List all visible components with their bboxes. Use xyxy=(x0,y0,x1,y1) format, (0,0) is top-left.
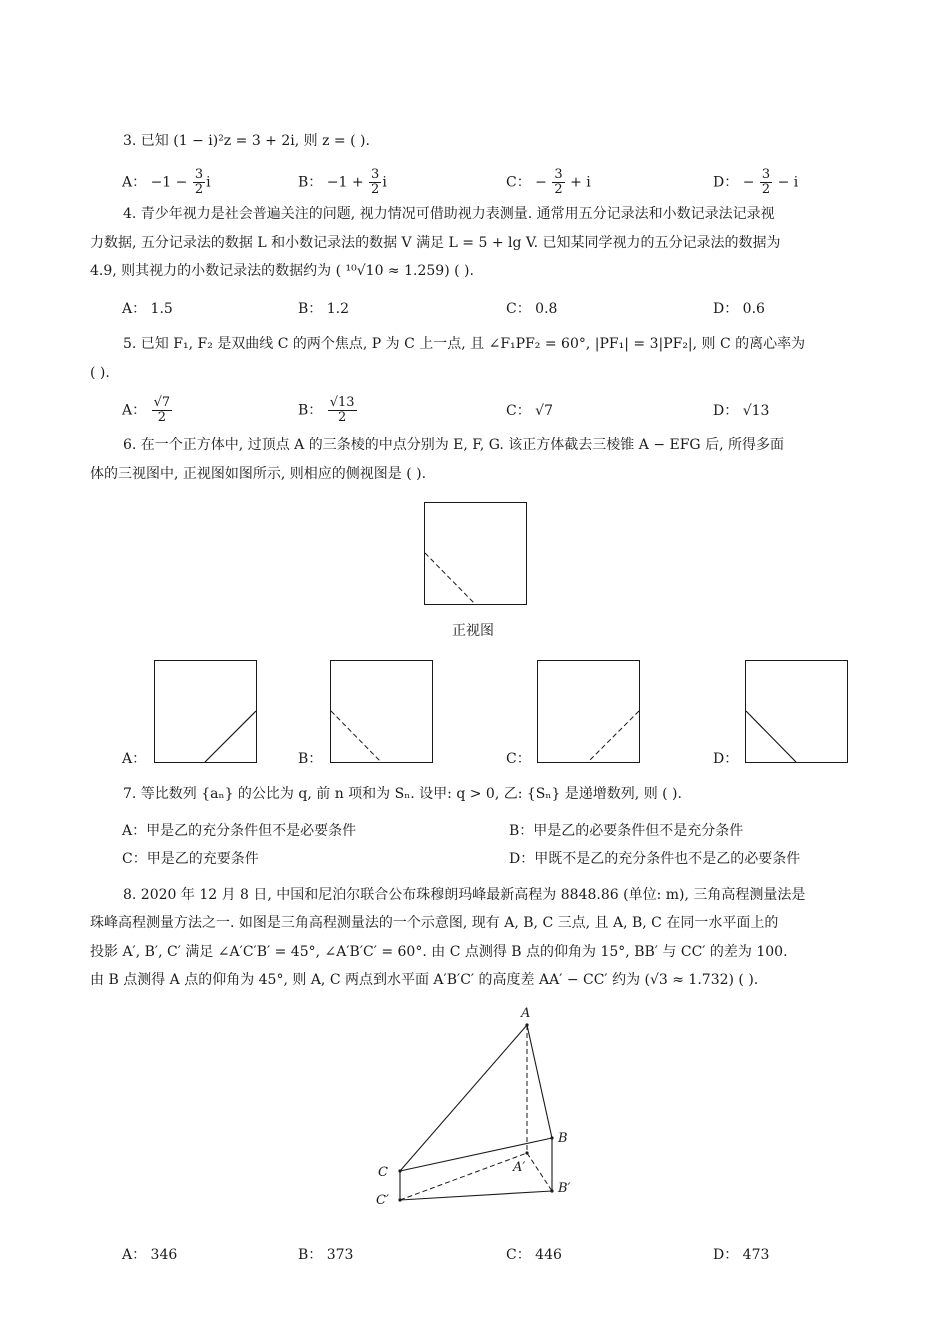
q8-option-d[interactable]: D： 473 xyxy=(713,1247,770,1263)
label-b1: B′ xyxy=(558,1181,571,1196)
front-view-figure xyxy=(424,502,528,606)
q4-option-d[interactable]: D： 0.6 xyxy=(713,301,765,317)
fraction: $\frac{√7}{2}$ xyxy=(153,395,171,425)
q7-option-c[interactable]: C：甲是乙的充要条件 xyxy=(122,851,259,867)
option-value: √13 xyxy=(742,403,770,419)
edge-c1b1 xyxy=(400,1191,552,1200)
q8-option-b[interactable]: B： 373 xyxy=(298,1247,354,1263)
fraction: $\frac{3}{2}$ xyxy=(194,167,204,197)
q5-option-a[interactable] xyxy=(122,396,173,425)
solid-edge xyxy=(205,711,256,762)
option-suffix: i xyxy=(206,174,211,191)
q7-option-d[interactable]: D：甲既不是乙的充分条件也不是乙的必要条件 xyxy=(509,851,801,867)
option-value: √7 xyxy=(535,403,553,419)
point-a xyxy=(525,1023,528,1026)
option-label: C： xyxy=(506,174,531,191)
option-label: B： xyxy=(298,402,323,419)
q4-line-2: 力数据, 五分记录法的数据 L 和小数记录法的数据 V 满足 L = 5 + lg V. 已知某同学视力的五分记录法的数据为 xyxy=(90,235,781,251)
point-c xyxy=(398,1169,401,1172)
option-suffix: + i xyxy=(565,174,591,191)
q5-option-d[interactable] xyxy=(713,401,769,421)
option-label: A： xyxy=(122,402,147,419)
square-outline xyxy=(155,661,257,763)
q4-line-1: 4. 青少年视力是社会普遍关注的问题, 视力情况可借助视力表测量. 通常用五分记录法和小数记录法记录视 xyxy=(123,206,775,222)
q6-option-d-label[interactable]: D： xyxy=(713,751,739,767)
option-label: B： xyxy=(298,174,323,191)
fraction: $\frac{√13}{2}$ xyxy=(329,395,355,425)
q4-option-b[interactable]: B： 1.2 xyxy=(298,301,350,317)
edge-c1a1 xyxy=(400,1153,527,1200)
option-prefix: − xyxy=(742,174,759,191)
square-outline xyxy=(538,661,640,763)
q6-line-2: 体的三视图中, 正视图如图所示, 则相应的侧视图是 ( ). xyxy=(90,466,427,482)
q5-option-b[interactable] xyxy=(298,396,358,425)
dashed-edge xyxy=(331,711,381,762)
q6-option-b-label[interactable]: B： xyxy=(298,751,323,767)
point-b xyxy=(550,1136,553,1139)
q6-option-a-label[interactable]: A： xyxy=(122,751,147,767)
q3-option-a[interactable] xyxy=(122,168,211,197)
q4-line-3: 4.9, 则其视力的小数记录法的数据约为 ( ¹⁰√10 ≈ 1.259) ( ). xyxy=(90,263,474,279)
q7-option-a[interactable]: A：甲是乙的充分条件但不是必要条件 xyxy=(122,823,357,839)
q6-line-1: 6. 在一个正方体中, 过顶点 A 的三条棱的中点分别为 E, F, G. 该正方体截去三棱锥 A − EFG 后, 所得多面 xyxy=(123,437,784,453)
q6-option-d-figure[interactable] xyxy=(745,660,849,764)
label-b: B xyxy=(558,1131,568,1146)
edge-cb xyxy=(400,1138,552,1171)
option-label: D： xyxy=(713,174,739,191)
q3-option-d[interactable] xyxy=(713,168,798,197)
label-a: A xyxy=(521,1006,531,1021)
front-view-caption: 正视图 xyxy=(452,623,494,639)
q3-option-c[interactable] xyxy=(506,168,591,197)
q5-line-1: 5. 已知 F₁, F₂ 是双曲线 C 的两个焦点, P 为 C 上一点, 且 ∠F₁PF₂ = 60°, |PF₁| = 3|PF₂|, 则 C 的离心率为 xyxy=(123,336,806,352)
label-a1: A′ xyxy=(513,1160,526,1175)
q8-line-3: 投影 A′, B′, C′ 满足 ∠A′C′B′ = 45°, ∠A′B′C′ = 60°. 由 C 点测得 B 点的仰角为 15°, BB′ 与 CC′ 的差为 100. xyxy=(90,944,788,960)
q4-option-c[interactable]: C： 0.8 xyxy=(506,301,558,317)
option-prefix: −1 − xyxy=(150,174,192,191)
q7-stem: 7. 等比数列 {aₙ} 的公比为 q, 前 n 项和为 Sₙ. 设甲: q > 0, 乙: {Sₙ} 是递增数列, 则 ( ). xyxy=(123,786,682,802)
q6-option-c-label[interactable]: C： xyxy=(506,751,531,767)
point-a1 xyxy=(525,1151,528,1154)
q4-option-a[interactable]: A： 1.5 xyxy=(122,301,173,317)
option-suffix: i xyxy=(382,174,387,191)
q3-stem: 3. 已知 (1 − i)²z = 3 + 2i, 则 z = ( ). xyxy=(123,133,370,149)
fraction: $\frac{3}{2}$ xyxy=(554,167,563,197)
point-b1 xyxy=(550,1189,553,1192)
edge-ab xyxy=(527,1025,552,1138)
dashed-edge xyxy=(588,711,639,762)
label-c1: C′ xyxy=(376,1193,389,1208)
q6-option-c-figure[interactable] xyxy=(537,660,641,764)
q8-option-a[interactable]: A： 346 xyxy=(122,1247,178,1263)
fraction: $\frac{3}{2}$ xyxy=(371,167,380,197)
label-c: C xyxy=(378,1165,388,1180)
option-prefix: −1 + xyxy=(326,174,369,191)
fraction: $\frac{3}{2}$ xyxy=(761,167,771,197)
square-outline xyxy=(425,503,527,605)
square-outline xyxy=(331,661,433,763)
dashed-edge xyxy=(425,553,475,604)
option-label: D： xyxy=(713,403,739,419)
edge-a1b1 xyxy=(527,1153,552,1191)
q8-option-c[interactable]: C： 446 xyxy=(506,1247,562,1263)
q8-line-2: 珠峰高程测量方法之一. 如图是三角高程测量法的一个示意图, 现有 A, B, C 三点, 且 A, B, C 在同一水平面上的 xyxy=(90,915,779,931)
option-prefix: − xyxy=(535,174,552,191)
triangulation-figure xyxy=(370,1000,590,1215)
option-label: A： xyxy=(122,174,147,191)
option-label: C： xyxy=(506,403,531,419)
solid-edge xyxy=(746,711,796,762)
q5-line-2: ( ). xyxy=(90,365,110,381)
square-outline xyxy=(746,661,848,763)
q8-line-1: 8. 2020 年 12 月 8 日, 中国和尼泊尔联合公布珠穆朗玛峰最新高程为 8848.86 (单位: m), 三角高程测量法是 xyxy=(123,887,806,903)
q7-option-b[interactable]: B：甲是乙的必要条件但不是充分条件 xyxy=(509,823,744,839)
option-suffix: − i xyxy=(773,174,799,191)
q5-option-c[interactable] xyxy=(506,401,553,421)
q3-option-b[interactable] xyxy=(298,168,387,197)
q6-option-a-figure[interactable] xyxy=(154,660,258,764)
edge-ac xyxy=(400,1025,527,1171)
q6-option-b-figure[interactable] xyxy=(330,660,434,764)
q8-line-4: 由 B 点测得 A 点的仰角为 45°, 则 A, C 两点到水平面 A′B′C′ 的高度差 AA′ − CC′ 约为 (√3 ≈ 1.732) ( ). xyxy=(90,972,759,988)
point-c1 xyxy=(398,1198,401,1201)
